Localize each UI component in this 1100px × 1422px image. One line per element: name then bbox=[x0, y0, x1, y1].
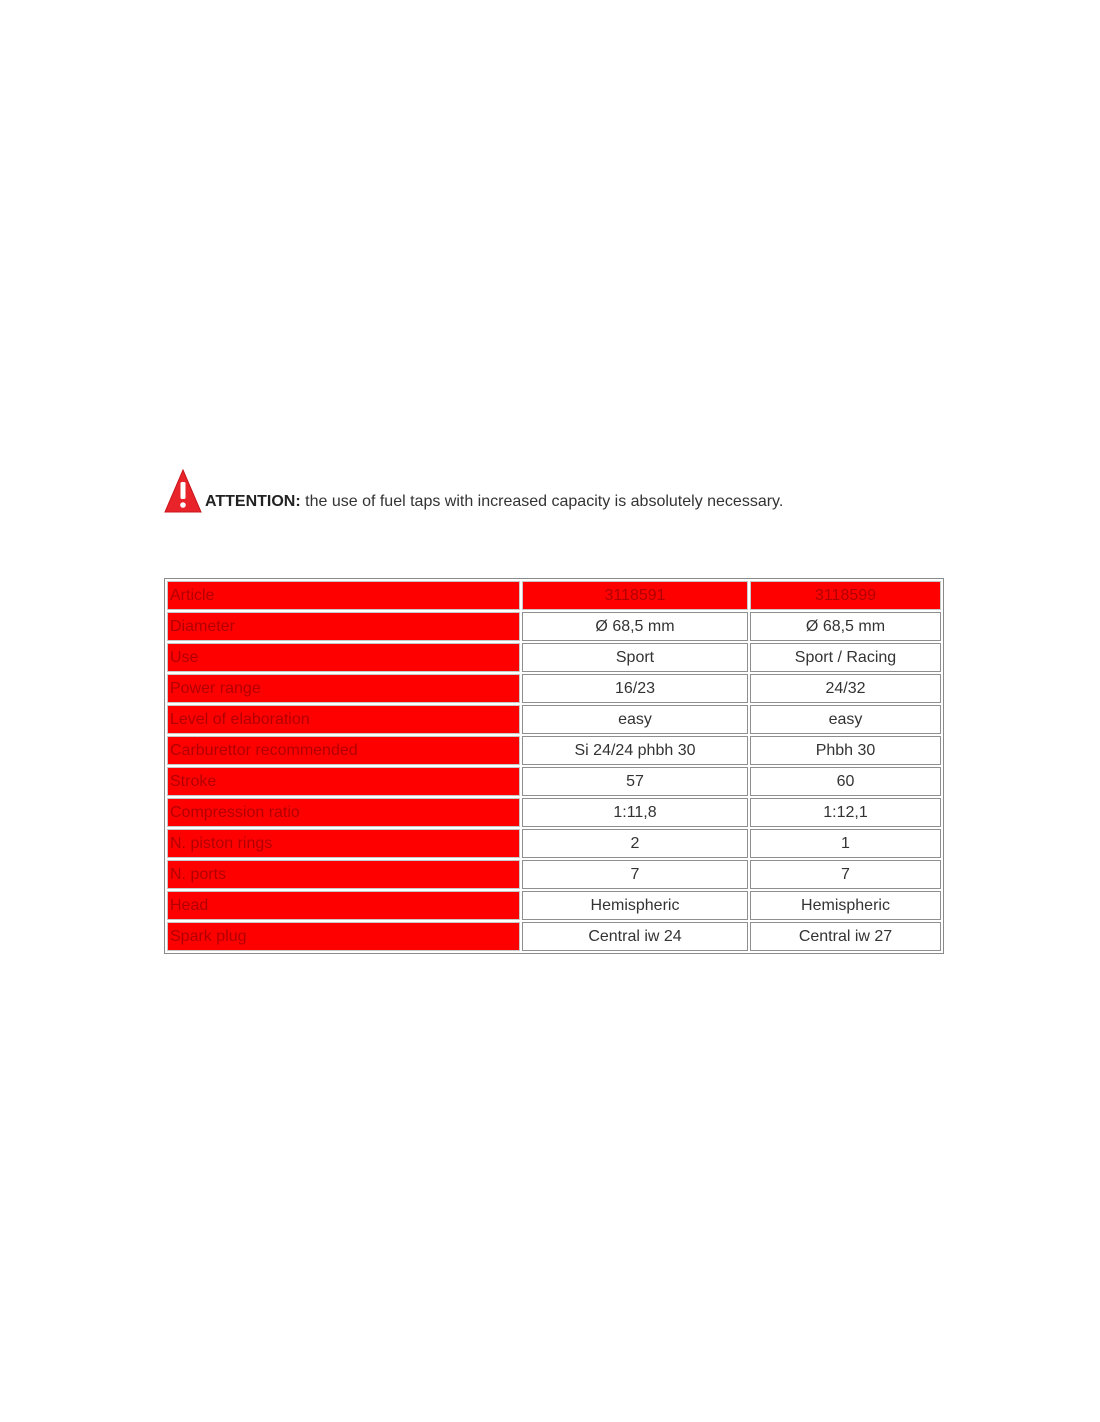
row-label-cell: Head bbox=[167, 891, 520, 920]
row-value-a-cell: Hemispheric bbox=[522, 891, 748, 920]
row-label-cell: Level of elaboration bbox=[167, 705, 520, 734]
row-value-b-cell: Ø 68,5 mm bbox=[750, 612, 941, 641]
attention-text bbox=[205, 494, 783, 513]
warning-triangle-icon bbox=[164, 469, 202, 513]
table-row bbox=[167, 922, 941, 951]
row-value-a-cell: Central iw 24 bbox=[522, 922, 748, 951]
table-row bbox=[167, 891, 941, 920]
specifications-table-body bbox=[167, 581, 941, 951]
row-value-b-cell: 60 bbox=[750, 767, 941, 796]
row-value-b-cell: 24/32 bbox=[750, 674, 941, 703]
row-value-b-cell: Hemispheric bbox=[750, 891, 941, 920]
header-label-cell: Article bbox=[167, 581, 520, 610]
attention-label: ATTENTION: bbox=[205, 493, 301, 510]
row-value-b-cell: 7 bbox=[750, 860, 941, 889]
row-label-cell: Stroke bbox=[167, 767, 520, 796]
table-header-row bbox=[167, 581, 941, 610]
row-value-a-cell: 2 bbox=[522, 829, 748, 858]
row-label-cell: Diameter bbox=[167, 612, 520, 641]
row-value-a-cell: Si 24/24 phbh 30 bbox=[522, 736, 748, 765]
table-row bbox=[167, 705, 941, 734]
table-row bbox=[167, 767, 941, 796]
row-value-b-cell: 1 bbox=[750, 829, 941, 858]
table-row bbox=[167, 674, 941, 703]
row-value-a-cell: 57 bbox=[522, 767, 748, 796]
table-row bbox=[167, 829, 941, 858]
table-row bbox=[167, 643, 941, 672]
specifications-table bbox=[164, 578, 944, 954]
row-value-a-cell: easy bbox=[522, 705, 748, 734]
row-value-a-cell: 7 bbox=[522, 860, 748, 889]
row-label-cell: Power range bbox=[167, 674, 520, 703]
row-value-b-cell: Central iw 27 bbox=[750, 922, 941, 951]
row-value-b-cell: Phbh 30 bbox=[750, 736, 941, 765]
row-label-cell: Carburettor recommended bbox=[167, 736, 520, 765]
row-value-b-cell: 1:12,1 bbox=[750, 798, 941, 827]
attention-message: the use of fuel taps with increased capacity is absolutely necessary. bbox=[300, 493, 784, 510]
row-value-a-cell: Ø 68,5 mm bbox=[522, 612, 748, 641]
row-value-a-cell: 16/23 bbox=[522, 674, 748, 703]
row-label-cell: N. piston rings bbox=[167, 829, 520, 858]
row-value-b-cell: Sport / Racing bbox=[750, 643, 941, 672]
header-article-b: 3118599 bbox=[750, 581, 941, 610]
header-article-a: 3118591 bbox=[522, 581, 748, 610]
attention-notice bbox=[164, 463, 783, 513]
row-value-b-cell: easy bbox=[750, 705, 941, 734]
row-value-a-cell: Sport bbox=[522, 643, 748, 672]
row-label-cell: Compression ratio bbox=[167, 798, 520, 827]
row-label-cell: N. ports bbox=[167, 860, 520, 889]
table-row bbox=[167, 736, 941, 765]
table-row bbox=[167, 860, 941, 889]
table-row bbox=[167, 612, 941, 641]
row-label-cell: Use bbox=[167, 643, 520, 672]
row-value-a-cell: 1:11,8 bbox=[522, 798, 748, 827]
row-label-cell: Spark plug bbox=[167, 922, 520, 951]
table-row bbox=[167, 798, 941, 827]
